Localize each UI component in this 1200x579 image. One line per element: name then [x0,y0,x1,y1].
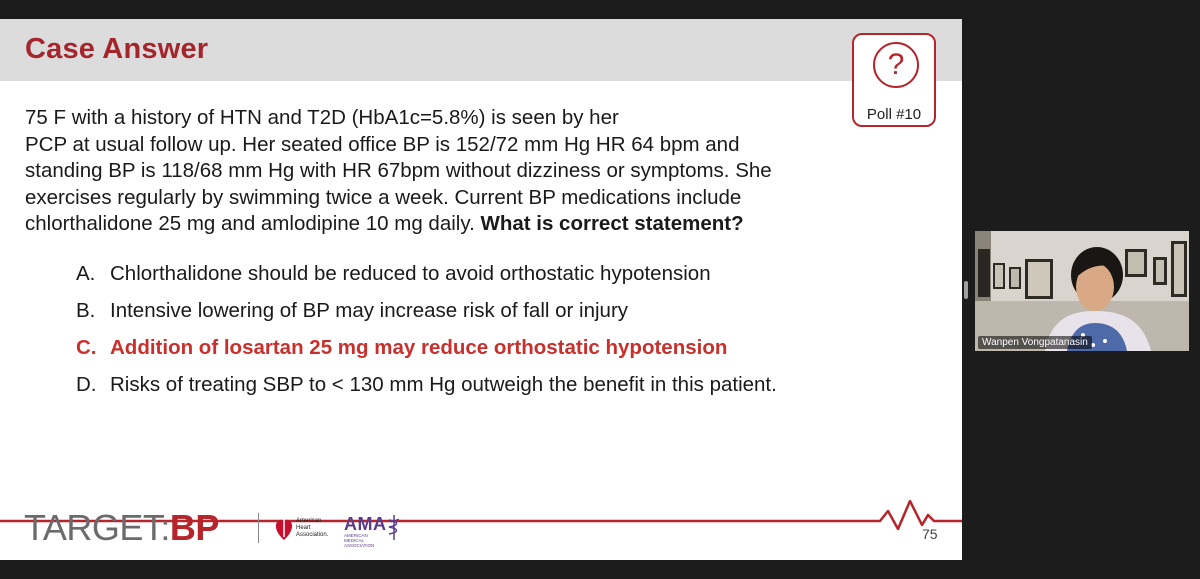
speaker-video-tile[interactable] [975,231,1189,351]
slide-title: Case Answer [25,33,209,65]
option-letter: A. [76,262,96,285]
speaker-name-label: Wanpen Vongpatanasin [978,336,1092,349]
option-letter: B. [76,299,96,322]
option-text: Risks of treating SBP to < 130 mm Hg outweigh the benefit in this patient. [110,373,777,396]
case-question: What is correct statement? [480,212,744,235]
target-bp-logo [24,507,219,549]
case-line: PCP at usual follow up. Her seated office BP is 152/72 mm Hg HR 64 bpm and [25,132,740,156]
case-line-last [25,211,905,238]
answer-option-a [76,260,936,297]
option-text: Intensive lowering of BP may increase risk of fall or injury [110,299,629,322]
page-number: 75 [922,526,938,542]
option-text: Addition of losartan 25 mg may reduce orthostatic hypotension [110,336,728,359]
poll-label: Poll #10 [866,106,922,123]
ama-logo: AMA [344,514,387,534]
aha-logo-text: American Heart Association. [296,518,329,538]
presentation-slide [0,19,962,560]
case-description [25,105,905,238]
case-line-text: chlorthalidone 25 mg and amlodipine 10 mg daily. [25,212,475,235]
answer-option-c-correct [76,334,936,371]
logo-divider [258,513,259,543]
speaker-video-feed [975,231,1189,351]
caduceus-icon [386,513,402,541]
option-letter: D. [76,373,97,396]
answer-option-d [76,371,936,408]
case-line: 75 F with a history of HTN and T2D (HbA1c=5.8%) is seen by her [25,106,619,129]
answer-options [76,260,936,408]
logo-bp-text: BP [169,507,219,548]
title-bar [0,19,962,81]
answer-option-b [76,297,936,334]
case-line: exercises regularly by swimming twice a week. Current BP medications include [25,185,742,209]
case-line: standing BP is 118/68 mm Hg with HR 67bpm without dizziness or symptoms. She [25,159,772,182]
option-letter: C. [76,336,97,359]
option-text: Chlorthalidone should be reduced to avoid orthostatic hypotension [110,262,711,285]
panel-resize-handle[interactable] [964,281,968,299]
question-mark-icon: ? [873,42,919,88]
logo-target-text: TARGET: [24,507,170,548]
ama-logo-subtext: AMERICAN MEDICAL ASSOCIATION [344,533,375,548]
